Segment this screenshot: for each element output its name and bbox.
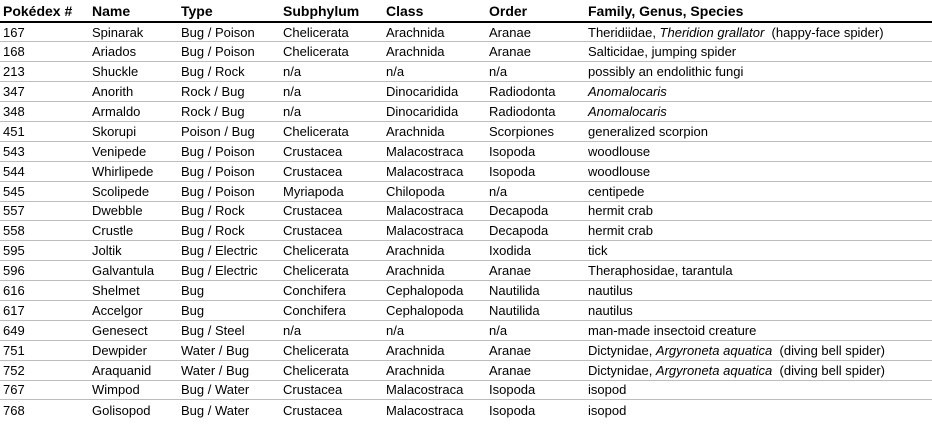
subphylum-cell: Chelicerata xyxy=(280,42,383,62)
species-text: Dictynidae, xyxy=(588,362,656,378)
order-cell: Isopoda xyxy=(489,402,536,418)
order-cell: Scorpiones xyxy=(486,121,585,141)
class-cell: n/a xyxy=(383,320,486,340)
class-cell: Chilopoda xyxy=(383,181,486,201)
header-subphylum: Subphylum xyxy=(280,0,383,22)
family-genus-species-cell xyxy=(585,141,932,161)
subphylum-cell: Chelicerata xyxy=(280,22,383,42)
order-cell: Radiodonta xyxy=(486,82,585,102)
name-cell: Armaldo xyxy=(89,102,178,122)
name-cell: Golisopod xyxy=(92,402,151,418)
pokedex-number-cell: 545 xyxy=(0,181,89,201)
class-cell: Malacostraca xyxy=(386,402,464,418)
pokedex-number-cell: 752 xyxy=(0,360,89,380)
class-cell: Arachnida xyxy=(383,241,486,261)
class-cell: n/a xyxy=(383,62,486,82)
family-genus-species-cell xyxy=(585,42,932,62)
pokedex-number-cell: 213 xyxy=(0,62,89,82)
family-genus-species-cell xyxy=(585,82,932,102)
family-genus-species-cell xyxy=(585,62,932,82)
type-cell: Bug / Steel xyxy=(178,320,280,340)
order-cell: Nautilida xyxy=(486,281,585,301)
table-row xyxy=(0,261,932,281)
pokedex-number-cell: 617 xyxy=(0,300,89,320)
order-cell: n/a xyxy=(486,181,585,201)
type-cell: Bug / Rock xyxy=(178,221,280,241)
class-cell: Malacostraca xyxy=(383,380,486,400)
table-row xyxy=(0,82,932,102)
species-text: (happy-face spider) xyxy=(764,24,884,40)
scientific-name: Theridion grallator xyxy=(659,24,765,40)
type-cell: Water / Bug xyxy=(178,340,280,360)
order-cell: Aranae xyxy=(486,42,585,62)
name-cell: Anorith xyxy=(89,82,178,102)
scientific-name: Anomalocaris xyxy=(588,104,667,119)
family-genus-species-cell xyxy=(585,221,932,241)
type-cell: Bug / Water xyxy=(181,402,250,418)
pokedex-number-cell: 168 xyxy=(0,42,89,62)
name-cell: Ariados xyxy=(89,42,178,62)
order-cell: Aranae xyxy=(486,360,585,380)
name-cell: Joltik xyxy=(89,241,178,261)
name-cell: Venipede xyxy=(89,141,178,161)
class-cell: Malacostraca xyxy=(383,141,486,161)
species-text: Salticidae, jumping spider xyxy=(588,44,737,60)
family-genus-species-cell xyxy=(585,360,932,380)
subphylum-cell: Crustacea xyxy=(280,380,383,400)
subphylum-cell: Chelicerata xyxy=(280,261,383,281)
pokedex-number-cell: 768 xyxy=(3,402,25,418)
name-cell: Skorupi xyxy=(89,121,178,141)
scientific-name: Argyroneta aquatica xyxy=(655,342,773,358)
pokedex-number-cell: 167 xyxy=(0,22,89,42)
pokedex-number-cell: 544 xyxy=(0,161,89,181)
class-cell: Dinocaridida xyxy=(383,102,486,122)
order-cell: Isopoda xyxy=(486,141,585,161)
pokedex-number-cell: 348 xyxy=(0,102,89,122)
subphylum-cell: Conchifera xyxy=(280,300,383,320)
name-cell: Dwebble xyxy=(89,201,178,221)
type-cell: Bug / Poison xyxy=(178,181,280,201)
class-cell: Cephalopoda xyxy=(383,300,486,320)
family-genus-species-cell xyxy=(585,320,932,340)
table-row xyxy=(0,22,932,42)
family-genus-species-cell xyxy=(585,121,932,141)
order-cell: Nautilida xyxy=(486,300,585,320)
class-cell: Arachnida xyxy=(383,261,486,281)
header-name: Name xyxy=(89,0,178,22)
family-genus-species-cell xyxy=(585,241,932,261)
order-cell: Aranae xyxy=(486,22,585,42)
species-text: possibly an endolithic fungi xyxy=(588,64,744,80)
family-genus-species-cell xyxy=(585,261,932,281)
family-genus-species-cell xyxy=(585,201,932,221)
type-cell: Bug / Poison xyxy=(178,141,280,161)
order-cell: Radiodonta xyxy=(486,102,585,122)
table-body xyxy=(0,22,932,420)
type-cell: Bug / Poison xyxy=(178,42,280,62)
subphylum-cell: Crustacea xyxy=(280,221,383,241)
species-text: tick xyxy=(588,243,608,259)
type-cell: Bug xyxy=(178,300,280,320)
header-pokedex-number: Pokédex # xyxy=(0,0,89,22)
table-row xyxy=(0,221,932,241)
table-row xyxy=(0,201,932,221)
type-cell: Bug / Rock xyxy=(178,201,280,221)
table-row xyxy=(0,141,932,161)
subphylum-cell: n/a xyxy=(280,320,383,340)
name-cell: Genesect xyxy=(89,320,178,340)
subphylum-cell: Crustacea xyxy=(280,161,383,181)
subphylum-cell: n/a xyxy=(280,102,383,122)
species-text: Theridiidae, xyxy=(588,24,660,40)
name-cell: Galvantula xyxy=(89,261,178,281)
header-row xyxy=(0,0,932,22)
table-row xyxy=(0,181,932,201)
order-cell: Isopoda xyxy=(486,380,585,400)
species-text: woodlouse xyxy=(588,143,651,159)
header-type: Type xyxy=(178,0,280,22)
header-class: Class xyxy=(383,0,486,22)
name-cell: Crustle xyxy=(89,221,178,241)
header-family-genus-species: Family, Genus, Species xyxy=(585,0,932,22)
name-cell: Wimpod xyxy=(89,380,178,400)
class-cell: Arachnida xyxy=(383,360,486,380)
table-row xyxy=(0,300,932,320)
name-cell: Araquanid xyxy=(89,360,178,380)
species-text: Dictynidae, xyxy=(588,342,656,358)
species-text: isopod xyxy=(588,382,627,398)
table-row xyxy=(0,62,932,82)
family-genus-species-cell xyxy=(585,340,932,360)
table-row xyxy=(0,400,932,420)
order-cell: Isopoda xyxy=(486,161,585,181)
name-cell: Shelmet xyxy=(89,281,178,301)
table-row xyxy=(0,380,932,400)
header-order: Order xyxy=(486,0,585,22)
table-row xyxy=(0,340,932,360)
order-cell: Decapoda xyxy=(486,201,585,221)
type-cell: Bug / Electric xyxy=(178,261,280,281)
pokedex-number-cell: 595 xyxy=(0,241,89,261)
subphylum-cell: Myriapoda xyxy=(280,181,383,201)
pokedex-number-cell: 558 xyxy=(0,221,89,241)
species-text: woodlouse xyxy=(588,163,651,179)
class-cell: Arachnida xyxy=(383,121,486,141)
type-cell: Bug / Rock xyxy=(178,62,280,82)
class-cell: Arachnida xyxy=(383,22,486,42)
species-text: (diving bell spider) xyxy=(772,362,885,378)
subphylum-cell: Chelicerata xyxy=(280,360,383,380)
name-cell: Scolipede xyxy=(89,181,178,201)
class-cell: Malacostraca xyxy=(383,221,486,241)
family-genus-species-cell xyxy=(585,300,932,320)
class-cell: Malacostraca xyxy=(383,201,486,221)
type-cell: Rock / Bug xyxy=(178,82,280,102)
species-text: nautilus xyxy=(588,283,633,299)
subphylum-cell: Conchifera xyxy=(280,281,383,301)
type-cell: Bug / Electric xyxy=(178,241,280,261)
type-cell: Bug / Water xyxy=(178,380,280,400)
order-cell: Decapoda xyxy=(486,221,585,241)
table-row xyxy=(0,281,932,301)
species-text: hermit crab xyxy=(588,203,654,219)
scientific-name: Argyroneta aquatica xyxy=(655,362,773,378)
family-genus-species-cell xyxy=(585,400,932,420)
subphylum-cell: Crustacea xyxy=(280,201,383,221)
pokedex-number-cell: 649 xyxy=(0,320,89,340)
order-cell: n/a xyxy=(486,320,585,340)
order-cell: Aranae xyxy=(486,261,585,281)
table-row xyxy=(0,320,932,340)
family-genus-species-cell xyxy=(585,181,932,201)
scientific-name: Anomalocaris xyxy=(588,84,667,100)
order-cell: Ixodida xyxy=(486,241,585,261)
name-cell: Dewpider xyxy=(89,340,178,360)
name-cell: Spinarak xyxy=(89,22,178,42)
species-text: isopod xyxy=(588,402,627,418)
name-cell: Whirlipede xyxy=(89,161,178,181)
pokedex-number-cell: 557 xyxy=(0,201,89,221)
pokedex-number-cell: 347 xyxy=(0,82,89,102)
species-text: generalized scorpion xyxy=(588,123,708,139)
family-genus-species-cell xyxy=(585,281,932,301)
pokedex-number-cell: 751 xyxy=(0,340,89,360)
species-text: (diving bell spider) xyxy=(772,342,885,358)
type-cell: Bug xyxy=(178,281,280,301)
subphylum-cell: Chelicerata xyxy=(280,241,383,261)
family-genus-species-cell xyxy=(585,380,932,400)
type-cell: Bug / Poison xyxy=(178,22,280,42)
pokedex-number-cell: 543 xyxy=(0,141,89,161)
species-text: man-made insectoid creature xyxy=(588,322,757,338)
family-genus-species-cell xyxy=(585,22,932,42)
table-row xyxy=(0,42,932,62)
species-text: centipede xyxy=(588,183,645,199)
class-cell: Arachnida xyxy=(383,340,486,360)
subphylum-cell: Chelicerata xyxy=(280,340,383,360)
subphylum-cell: n/a xyxy=(280,82,383,102)
pokedex-number-cell: 616 xyxy=(0,281,89,301)
subphylum-cell: Chelicerata xyxy=(280,121,383,141)
name-cell: Shuckle xyxy=(89,62,178,82)
type-cell: Rock / Bug xyxy=(178,102,280,122)
species-text: nautilus xyxy=(588,302,633,318)
species-text: hermit crab xyxy=(588,223,654,239)
family-genus-species-cell xyxy=(585,102,932,122)
class-cell: Malacostraca xyxy=(383,161,486,181)
family-genus-species-cell xyxy=(585,161,932,181)
order-cell: Aranae xyxy=(486,340,585,360)
type-cell: Bug / Poison xyxy=(178,161,280,181)
table-row xyxy=(0,241,932,261)
subphylum-cell: Crustacea xyxy=(283,402,343,418)
table-row xyxy=(0,102,932,122)
table-row xyxy=(0,121,932,141)
table-row xyxy=(0,161,932,181)
table-row xyxy=(0,360,932,380)
class-cell: Cephalopoda xyxy=(383,281,486,301)
species-text: Theraphosidae, tarantula xyxy=(588,263,733,279)
type-cell: Water / Bug xyxy=(178,360,280,380)
order-cell: n/a xyxy=(486,62,585,82)
class-cell: Arachnida xyxy=(383,42,486,62)
pokedex-number-cell: 451 xyxy=(0,121,89,141)
class-cell: Dinocaridida xyxy=(383,82,486,102)
pokedex-number-cell: 596 xyxy=(0,261,89,281)
type-cell: Poison / Bug xyxy=(178,121,280,141)
subphylum-cell: n/a xyxy=(280,62,383,82)
name-cell: Accelgor xyxy=(89,300,178,320)
pokedex-number-cell: 767 xyxy=(0,380,89,400)
subphylum-cell: Crustacea xyxy=(280,141,383,161)
